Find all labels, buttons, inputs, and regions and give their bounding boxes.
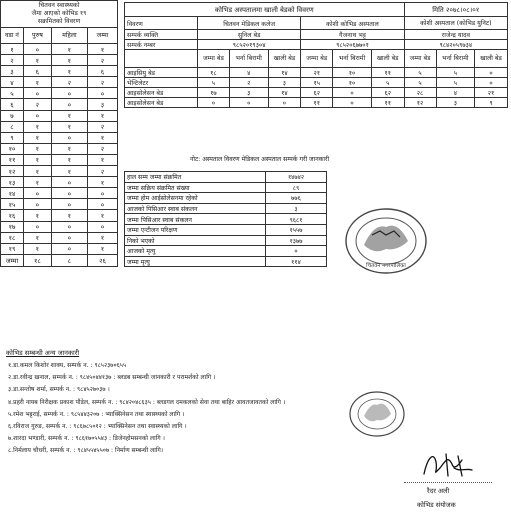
total-male: १८: [24, 254, 52, 266]
contact-person-2: गैजनाथ भट्ट: [301, 30, 404, 40]
summary-label: आजको पिसिआर स्वाब संकलन: [125, 203, 266, 214]
male-count: १: [24, 55, 52, 66]
col-female: महिला: [51, 28, 87, 44]
ward-total: १: [87, 232, 117, 243]
bed-row: [125, 98, 508, 108]
contact-person-3: राजेन्द्र यादव: [404, 30, 507, 40]
summary-value: ३: [266, 203, 327, 214]
bed-table-title: कोभिड अस्पतालमा खाली बेडको विवरण: [125, 3, 405, 17]
bed-count: २१: [475, 88, 508, 98]
ward-total: ०: [87, 88, 117, 99]
ward-title-line3: सक्रमितको विवरण: [37, 18, 81, 25]
male-count: १: [24, 154, 52, 165]
summary-label: जम्मा एन्टीजन परिक्षण: [125, 224, 266, 235]
ward-row: [1, 221, 118, 232]
female-count: १: [51, 210, 87, 221]
bed-type-label: आइसियु बेड: [125, 68, 198, 78]
bed-count: १०: [333, 78, 372, 88]
female-count: १: [51, 154, 87, 165]
particulars-header: विवरण: [125, 17, 198, 30]
ward-number: ९: [1, 132, 24, 143]
ward-total: २: [87, 166, 117, 177]
male-count: २: [24, 99, 52, 110]
summary-row: [125, 193, 327, 204]
male-count: १: [24, 243, 52, 254]
male-count: १: [24, 210, 52, 221]
bed-count: ५: [436, 78, 475, 88]
female-count: ०: [51, 99, 87, 110]
vacant-header: खाली बेड: [371, 50, 404, 68]
hospital1-header: चितवन मेडिकल कलेज: [198, 17, 301, 30]
ward-row: [1, 88, 118, 99]
signature-line: [404, 482, 492, 483]
bed-table-note: नोट: अस्पताल विवरण मेडिकल अस्पताल सम्पर्क गरी जानकारी: [190, 156, 330, 163]
ward-number: १४: [1, 188, 24, 199]
male-count: १: [24, 77, 52, 88]
bed-count: ४: [229, 68, 268, 78]
contact-number-2: ९८५२०६७७०१: [301, 40, 404, 50]
total-all: २६: [87, 254, 117, 266]
contact-number-1: ९८५२०१९३०४: [198, 40, 301, 50]
male-count: ६: [24, 66, 52, 77]
male-count: ०: [24, 88, 52, 99]
hospital-bed-table: [124, 2, 508, 108]
bed-count: १४: [268, 68, 301, 78]
ward-row: [1, 210, 118, 221]
contact-person-label: सम्पर्क व्यक्ति: [125, 30, 198, 40]
summary-value: ७७६: [266, 193, 327, 204]
ward-number: ५: [1, 88, 24, 99]
summary-label: जम्मा सक्रिय संक्रमित संख्या: [125, 182, 266, 193]
bed-count: ०: [333, 98, 372, 108]
occupied-header: भर्ना बिरामी: [436, 50, 475, 68]
ward-row: [1, 143, 118, 154]
seal-text: चितवन नगरपालिका: [366, 263, 406, 269]
summary-row: [125, 172, 327, 183]
bed-count: ०: [333, 88, 372, 98]
ward-row: [1, 121, 118, 132]
signatory-name: रैदर अली: [427, 487, 450, 495]
ward-row: [1, 55, 118, 66]
contact-number-label: सम्पर्क नम्बर: [125, 40, 198, 50]
male-count: १: [24, 132, 52, 143]
contact-line: ८.निर्मलाय चौधरी, सम्पर्क न. : ९८४५५४५५०७ : निर्माण सम्बन्धी लागि।: [8, 447, 164, 455]
ward-number: १: [1, 44, 24, 55]
contact-line: १.डा.कमल किशोर शाक्य, सम्पर्क न. : ९८५२३७०६५५: [8, 362, 127, 369]
ward-row: [1, 243, 118, 254]
bed-count: ५: [404, 68, 436, 78]
summary-row: [125, 203, 327, 214]
contact-line: २.डा.रवीन्द्र खनाल, सम्पर्क न. : ९८४५०४४१३७ : ब्लडब सम्बन्धी जानकारी र परामर्शको लागि ।: [8, 374, 216, 382]
female-count: ०: [51, 243, 87, 254]
bed-count: २८: [404, 88, 436, 98]
female-count: १: [51, 121, 87, 132]
ward-total: १: [87, 177, 117, 188]
summary-label: हाल सम्म जम्मा संक्रमित: [125, 172, 266, 183]
bed-count: १८: [198, 68, 230, 78]
total-beds-header: जम्मा बेड: [301, 50, 333, 68]
sub-header-blank: [125, 50, 198, 68]
bed-count: ३: [229, 88, 268, 98]
ward-row: [1, 199, 118, 210]
bed-count: १४: [268, 88, 301, 98]
ward-total: २: [87, 77, 117, 88]
summary-label: निको भएको: [125, 235, 266, 246]
ward-total: ०: [87, 221, 117, 232]
ward-number: ८: [1, 121, 24, 132]
ward-number: ३: [1, 66, 24, 77]
bed-count: २१: [301, 68, 333, 78]
ward-total: १: [87, 210, 117, 221]
summary-row: [125, 256, 327, 267]
office-seal: [340, 205, 432, 277]
bed-count: ११: [301, 98, 333, 108]
ward-number: १७: [1, 221, 24, 232]
bed-count: ६२: [301, 88, 333, 98]
ward-total: २: [87, 121, 117, 132]
ward-row: [1, 99, 118, 110]
col-ward: वडा नं: [1, 28, 24, 44]
ward-number: १२: [1, 166, 24, 177]
ward-number: ६: [1, 99, 24, 110]
bed-count: १७: [198, 88, 230, 98]
summary-label: आजको मृत्यु: [125, 246, 266, 257]
summary-row: [125, 246, 327, 257]
col-male: पुरुष: [24, 28, 52, 44]
ward-total: १: [87, 110, 117, 121]
ward-table-title: [1, 1, 118, 28]
summary-table: [124, 171, 327, 267]
ward-row: [1, 166, 118, 177]
ward-number: १९: [1, 243, 24, 254]
ward-title-line1: चितवन स्वास्थ्यको: [38, 2, 80, 9]
bed-count: ११: [371, 68, 404, 78]
vacant-header: खाली बेड: [475, 50, 508, 68]
male-count: ०: [24, 110, 52, 121]
male-count: १: [24, 121, 52, 132]
ward-row: [1, 44, 118, 55]
ward-row: [1, 232, 118, 243]
ward-number: ४: [1, 77, 24, 88]
ward-total: १: [87, 243, 117, 254]
summary-row: [125, 214, 327, 225]
ward-total: २: [87, 143, 117, 154]
female-count: ०: [51, 177, 87, 188]
ward-total: १: [87, 44, 117, 55]
summary-label: जम्मा होम आईसोलेसनमा रहेको: [125, 193, 266, 204]
occupied-header: भर्ना बिरामी: [229, 50, 268, 68]
contact-line: ७.शारदा भण्डारी, सम्पर्क न. : ९८६१७०५५४३ : डिजेनहोमसनको लागि ।: [8, 435, 165, 443]
bed-count: १२: [404, 98, 436, 108]
male-count: ०: [24, 221, 52, 232]
female-count: ०: [51, 88, 87, 99]
office-stamp: [346, 388, 408, 440]
contact-line: ३.डा.सन्तोष शर्मा, सम्पर्क न. : ९८४५२७०३७ ।: [8, 386, 110, 394]
bed-row: [125, 68, 508, 78]
bed-row: [125, 88, 508, 98]
female-count: १: [51, 110, 87, 121]
ward-row: [1, 77, 118, 88]
contact-line: ४.प्रहरी नायब निरीक्षक प्रकाश पौडेल, सम्पर्क न. : ९८४२०४८६३५ : ब्लडगल दमकलको सेवा तथा बाहिर आवतजावतको लागि ।: [8, 398, 286, 406]
signatory-role: कोभिड संयोजक: [417, 501, 456, 509]
ward-total: २: [87, 55, 117, 66]
male-count: १: [24, 177, 52, 188]
ward-number: १३: [1, 177, 24, 188]
female-count: २: [51, 77, 87, 88]
female-count: ०: [51, 199, 87, 210]
ward-total-row: [1, 254, 118, 266]
ward-total: १: [87, 154, 117, 165]
bed-count: ०: [198, 98, 230, 108]
bed-count: ०: [229, 98, 268, 108]
ward-row: [1, 66, 118, 77]
summary-row: [125, 224, 327, 235]
male-count: १: [24, 232, 52, 243]
female-count: ०: [51, 232, 87, 243]
ward-number: १६: [1, 210, 24, 221]
summary-value: ०: [266, 246, 327, 257]
bed-count: ५: [436, 68, 475, 78]
occupied-header: भर्ना बिरामी: [333, 50, 372, 68]
ward-row: [1, 110, 118, 121]
bed-count: ६२: [371, 88, 404, 98]
contact-number-3: ९८४२०५९७३४: [404, 40, 507, 50]
female-count: १: [51, 44, 87, 55]
total-beds-header: जम्मा बेड: [198, 50, 230, 68]
male-count: ०: [24, 188, 52, 199]
summary-value: १५५७: [266, 224, 327, 235]
ward-total: ०: [87, 199, 117, 210]
col-total: जम्मा: [87, 28, 117, 44]
bed-count: ०: [268, 98, 301, 108]
bed-table-date: मिति २०७८।०८।०१: [404, 3, 507, 17]
bed-count: ५: [404, 78, 436, 88]
bed-count: ४: [436, 88, 475, 98]
ward-number: ११: [1, 154, 24, 165]
contact-line: ६.रविराज गुरुङ, सम्पर्क न. : ९८६७८५०१२ : भ्याक्सिनेसन तथा स्वास्थ्यको लागि ।: [8, 423, 187, 430]
bed-count: ५: [198, 78, 230, 88]
bed-type-label: आइसोलेसन बेड: [125, 98, 198, 108]
summary-label: जम्मा मृत्यु: [125, 256, 266, 267]
contacts-title: कोभिड सम्बन्धी अन्य जानकारी: [6, 349, 80, 357]
female-count: १: [51, 55, 87, 66]
male-count: १: [24, 166, 52, 177]
ward-total: ६: [87, 66, 117, 77]
ward-title-line2: जैमा आएको कोभिड १९: [31, 10, 87, 17]
total-beds-header: जम्मा बेड: [404, 50, 436, 68]
bed-count: ३: [436, 98, 475, 108]
total-female: ८: [51, 254, 87, 266]
ward-total: ०: [87, 188, 117, 199]
male-count: ०: [24, 44, 52, 55]
bed-type-label: भेन्टिलेटर: [125, 78, 198, 88]
female-count: ०: [51, 132, 87, 143]
bed-count: १५: [301, 78, 333, 88]
female-count: ०: [51, 188, 87, 199]
bed-count: ०: [475, 78, 508, 88]
ward-total: ३: [87, 99, 117, 110]
bed-type-label: आइसोलेसन बेड: [125, 88, 198, 98]
female-count: १: [51, 143, 87, 154]
bed-count: ११: [371, 98, 404, 108]
hospital2-header: कोशी कोभिड अस्पताल: [301, 17, 404, 30]
summary-value: ११४: [266, 256, 327, 267]
ward-number: २: [1, 55, 24, 66]
bed-count: २: [229, 78, 268, 88]
hospital3-header: कोशी अस्पताल (कोभिड युनिट): [404, 17, 507, 30]
summary-value: १४७४२: [266, 172, 327, 183]
ward-number: १८: [1, 232, 24, 243]
bed-count: १०: [333, 68, 372, 78]
ward-row: [1, 177, 118, 188]
contact-line: ५.रमेश भट्टराई, सम्पर्क न. : ९८५४४३२०७ : भ्याक्सिनेसन तथा स्वास्थ्यको लागि ।: [8, 410, 185, 418]
male-count: ०: [24, 199, 52, 210]
ward-total: १: [87, 132, 117, 143]
summary-value: १३७७: [266, 235, 327, 246]
summary-label: जम्मा पिसिआर स्वाब संकलन: [125, 214, 266, 225]
summary-value: ९६८१: [266, 214, 327, 225]
ward-row: [1, 132, 118, 143]
signature: [418, 446, 478, 482]
bed-row: [125, 78, 508, 88]
total-label: जम्मा: [1, 254, 24, 266]
female-count: १: [51, 166, 87, 177]
ward-number: १०: [1, 143, 24, 154]
bed-count: ९: [475, 98, 508, 108]
ward-row: [1, 154, 118, 165]
ward-number: १५: [1, 199, 24, 210]
female-count: १: [51, 66, 87, 77]
summary-row: [125, 235, 327, 246]
bed-count: ५: [371, 78, 404, 88]
bed-count: ३: [268, 78, 301, 88]
ward-cases-table: [0, 0, 118, 267]
ward-number: ७: [1, 110, 24, 121]
vacant-header: खाली बेड: [268, 50, 301, 68]
contact-person-1: सुनिल बेड: [198, 30, 301, 40]
male-count: १: [24, 143, 52, 154]
bed-count: ०: [475, 68, 508, 78]
female-count: ०: [51, 221, 87, 232]
summary-row: [125, 182, 327, 193]
summary-value: ८९: [266, 182, 327, 193]
ward-row: [1, 188, 118, 199]
